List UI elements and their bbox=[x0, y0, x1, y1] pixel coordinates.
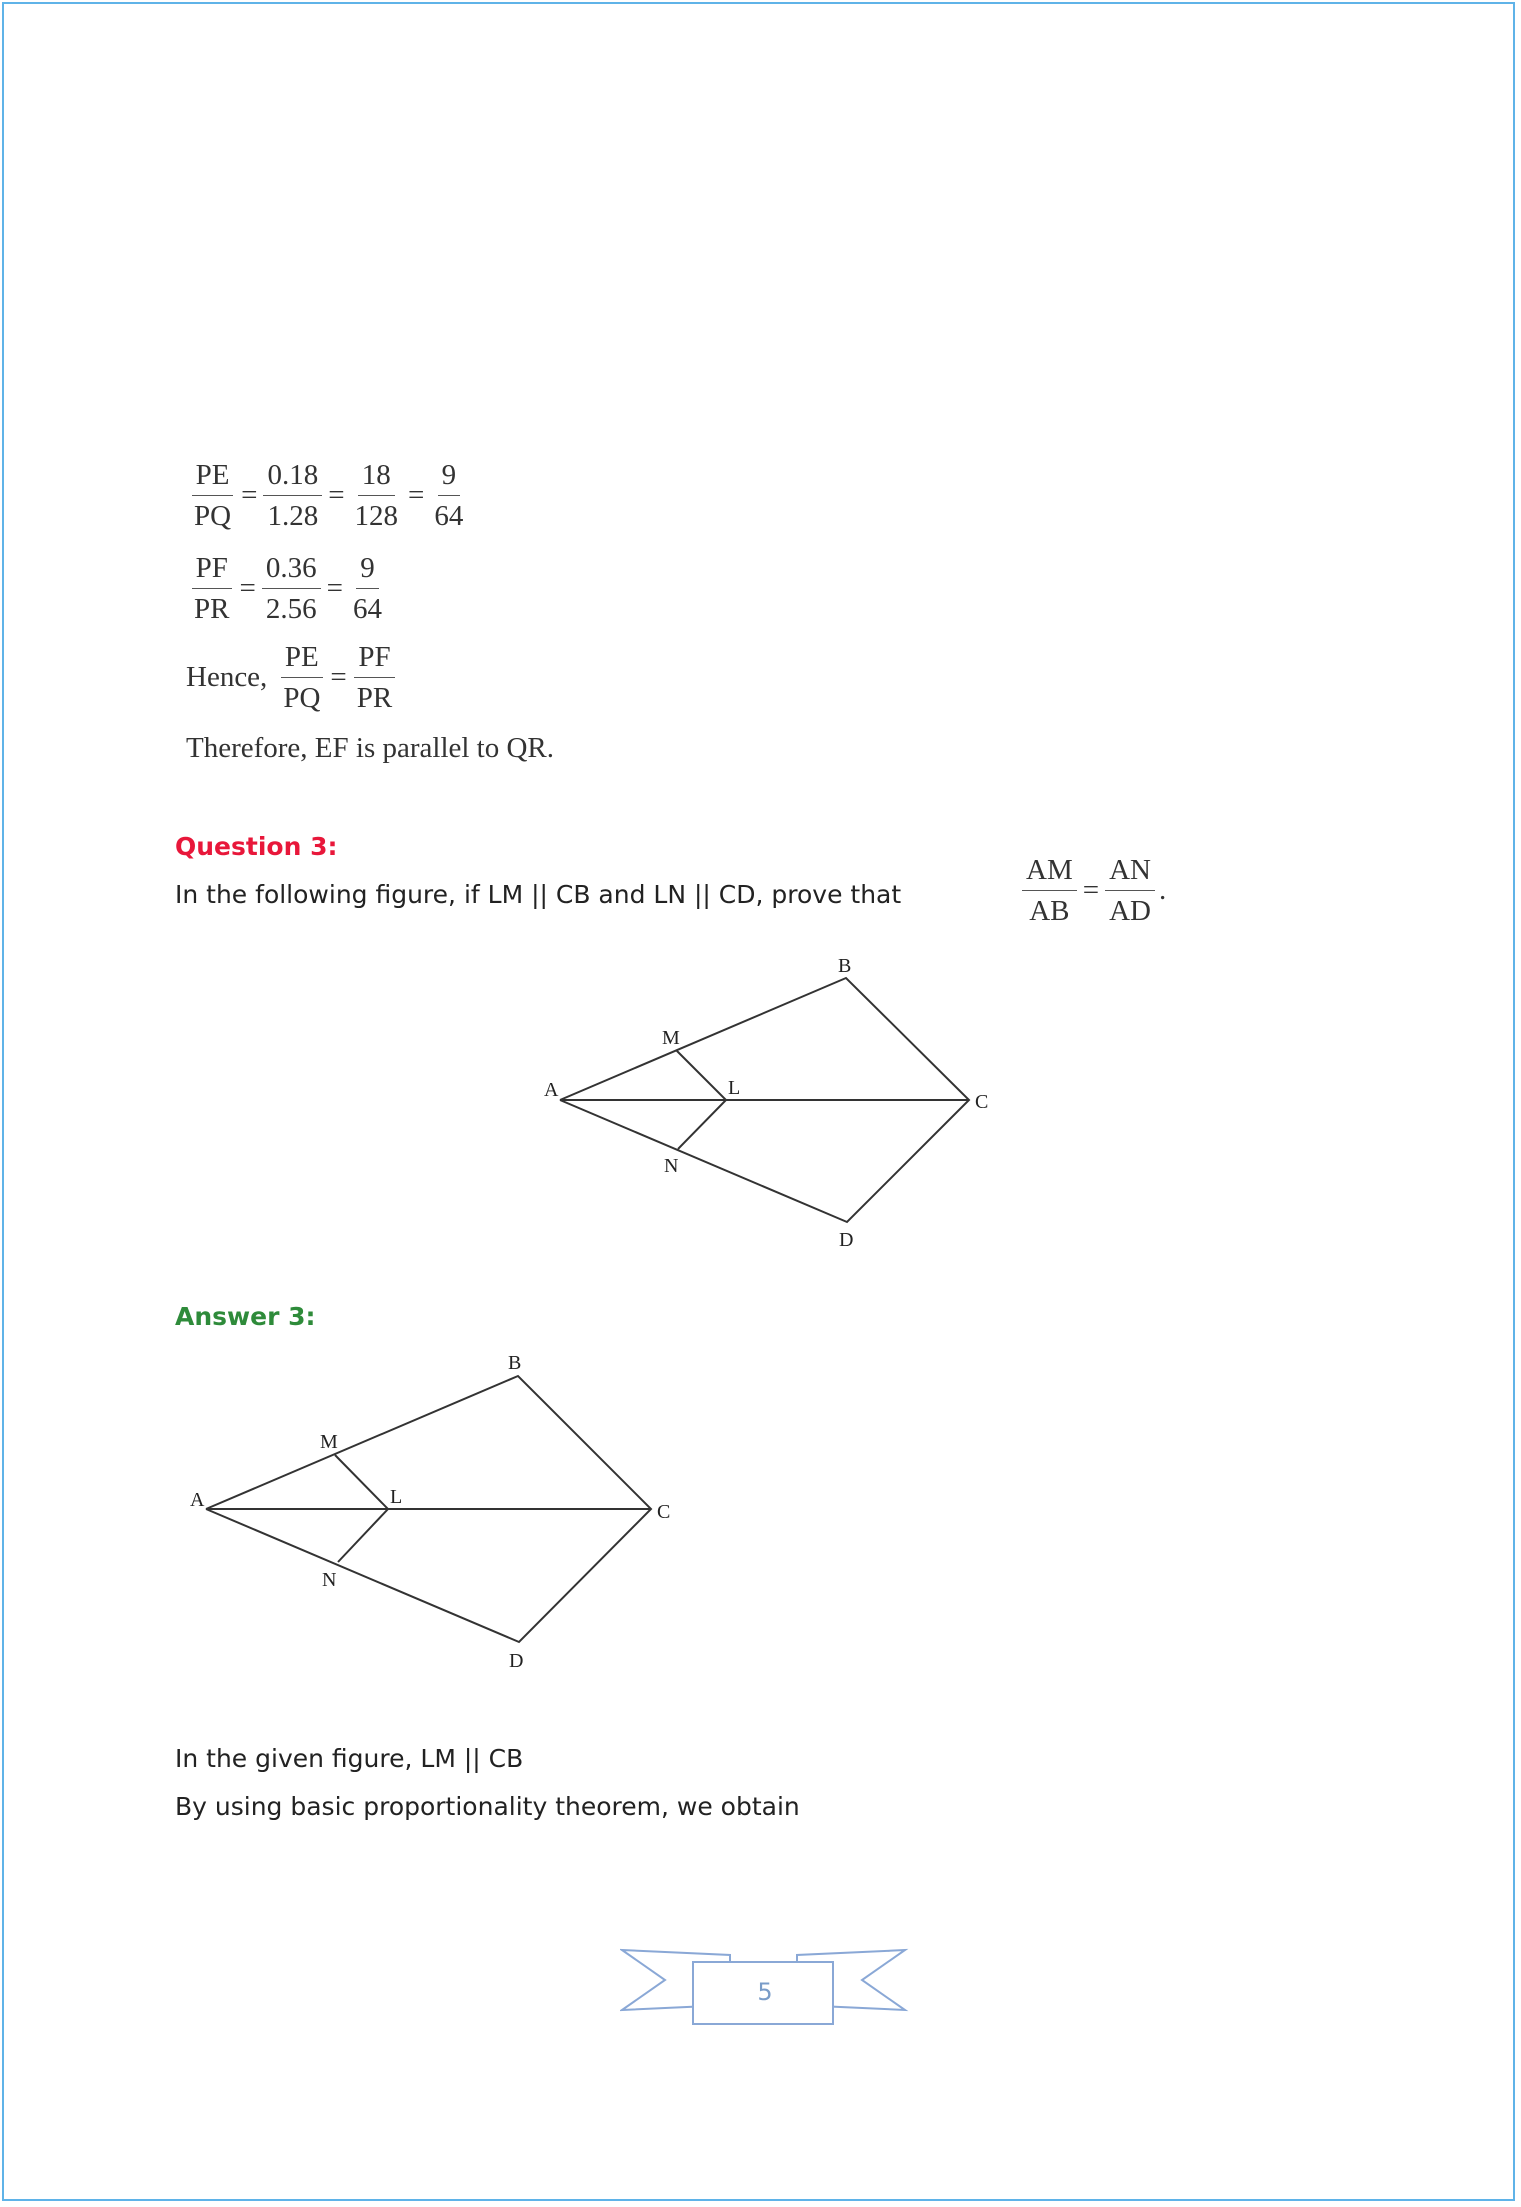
denominator: 1.28 bbox=[267, 500, 319, 532]
equals: = bbox=[408, 479, 425, 511]
denominator: 64 bbox=[352, 593, 382, 625]
question-figure-labels bbox=[544, 955, 988, 1251]
numerator: 9 bbox=[438, 455, 461, 496]
label-a: A bbox=[544, 1079, 559, 1101]
denominator: PR bbox=[356, 682, 393, 714]
numerator: 18 bbox=[358, 455, 395, 496]
label-b: B bbox=[508, 1352, 522, 1374]
label-l: L bbox=[390, 1486, 403, 1508]
answer-line-1: In the given figure, LM || CB bbox=[175, 1744, 524, 1773]
label-n: N bbox=[322, 1569, 337, 1591]
denominator: PR bbox=[194, 593, 230, 625]
question-figure bbox=[560, 978, 969, 1222]
label-a: A bbox=[190, 1489, 205, 1511]
page-number: 5 bbox=[757, 1978, 773, 2006]
question-text: In the following figure, if LM || CB and LN || CD, prove that bbox=[175, 880, 902, 909]
equals: = bbox=[326, 572, 343, 604]
denominator: AD bbox=[1109, 895, 1151, 927]
numerator: AM bbox=[1022, 850, 1077, 891]
answer-title: Answer 3: bbox=[175, 1302, 316, 1331]
label-m: M bbox=[320, 1431, 338, 1453]
answer-line-2: By using basic proportionality theorem, we obtain bbox=[175, 1792, 800, 1821]
denominator: PQ bbox=[194, 500, 232, 532]
numerator: PE bbox=[192, 455, 234, 496]
label-l: L bbox=[728, 1077, 741, 1099]
numerator: PF bbox=[354, 637, 394, 678]
numerator: PE bbox=[281, 637, 323, 678]
numerator: 0.18 bbox=[263, 455, 322, 496]
question-title: Question 3: bbox=[175, 832, 338, 861]
numerator: PF bbox=[192, 548, 232, 589]
denominator: 64 bbox=[434, 500, 464, 532]
label-n: N bbox=[664, 1155, 679, 1177]
numerator: AN bbox=[1105, 850, 1155, 891]
label-c: C bbox=[975, 1091, 989, 1113]
answer-figure-labels bbox=[190, 1352, 670, 1672]
answer-figure bbox=[206, 1376, 651, 1642]
equals: = bbox=[239, 572, 256, 604]
denominator: AB bbox=[1029, 895, 1070, 927]
label-m: M bbox=[662, 1027, 680, 1049]
label-d: D bbox=[839, 1229, 854, 1251]
label-d: D bbox=[509, 1650, 524, 1672]
equals: = bbox=[241, 479, 258, 511]
denominator: PQ bbox=[283, 682, 321, 714]
equals: = bbox=[1082, 874, 1100, 906]
equals: = bbox=[328, 479, 345, 511]
period: . bbox=[1158, 874, 1167, 906]
equals: = bbox=[330, 661, 347, 693]
conclusion-text: Therefore, EF is parallel to QR. bbox=[186, 732, 555, 764]
denominator: 128 bbox=[354, 500, 399, 532]
numerator: 0.36 bbox=[262, 548, 321, 589]
label-b: B bbox=[838, 955, 852, 977]
hence-label: Hence, bbox=[186, 661, 268, 693]
denominator: 2.56 bbox=[265, 593, 317, 625]
numerator: 9 bbox=[356, 548, 379, 589]
label-c: C bbox=[657, 1501, 671, 1523]
